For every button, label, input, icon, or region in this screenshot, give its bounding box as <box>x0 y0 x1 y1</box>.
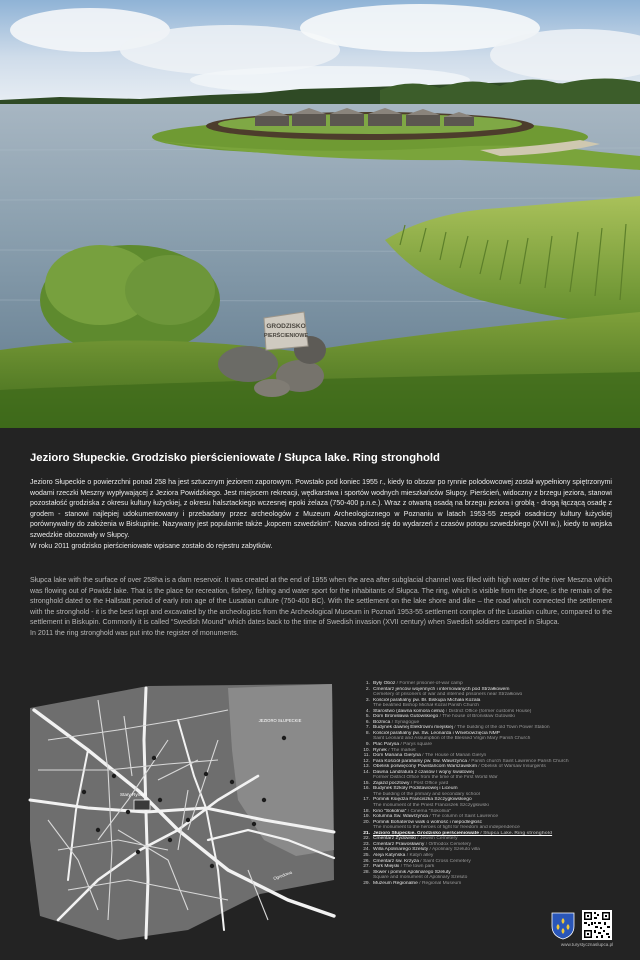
legend-item-english: Synagogue <box>394 719 420 725</box>
legend-item-number: 6. <box>365 719 370 725</box>
legend-item-text <box>373 881 622 887</box>
legend-item-polish: Pomnik Księdza Franciszka Szczygłowskiego <box>373 797 472 803</box>
legend-item-english: The monument to the heroes of fight for freedom and independence <box>373 825 520 831</box>
legend-item-english: The House of Marian Gieryn <box>424 753 487 759</box>
legend-item-separator: / <box>406 808 411 814</box>
town-crest-icon <box>551 912 575 940</box>
legend-item-english: Parish church Saint Lawrence Parish Church <box>471 758 569 764</box>
stone-inscription-line-1: GRODZISKO <box>266 323 306 330</box>
legend-item-english: Orthodox Cemetery <box>428 841 472 847</box>
legend-item-polish: Cmentarz Żydowski <box>373 836 416 842</box>
legend-item-polish: Park Miejski <box>373 864 400 870</box>
legend-item-number: 3. <box>365 697 370 703</box>
legend-item-number: 4. <box>365 708 370 714</box>
legend-item-polish: Budynek Szkoły Podstawowej i Liceum <box>373 786 458 792</box>
legend-item-number: 12. <box>363 758 370 764</box>
legend-item-polish: Muzeum Regionalne <box>373 880 418 886</box>
legend-item-separator: / <box>399 742 404 748</box>
legend-item-polish: Kościół parafialny pw. Św. Leonarda i Wniebowzięcia NMP <box>373 730 500 736</box>
legend-item-polish: Dawna Landratura z czasów I wojny światowej <box>373 769 474 775</box>
legend-item-number: 2. <box>365 686 370 692</box>
legend-item-separator: / <box>467 758 472 764</box>
legend-item-polish: Aleja Katyńska <box>373 852 406 858</box>
legend-item-english: Katyń alley <box>409 852 434 858</box>
legend-item-separator: / <box>399 864 404 870</box>
legend-item-polish: Starostwo (dawna komora celna) <box>373 708 445 714</box>
town-map-drawing <box>28 680 338 942</box>
heading-separator: / <box>274 452 285 464</box>
legend-item-number: 17. <box>363 797 370 803</box>
legend-item-polish: Cmentarz św. Krzyża <box>373 858 419 864</box>
heading-english: Słupca lake. Ring stronghold <box>284 452 440 464</box>
legend-item-english: Regional Museum <box>421 880 462 886</box>
website-url: www.turystycznaslupca.pl <box>560 942 614 947</box>
legend-item-separator: / <box>415 836 421 842</box>
legend-item-english: Saint Cross Cemetery <box>423 858 471 864</box>
legend-item-polish: Obelisk poświęcony Powstańcom Warszawskim <box>373 764 477 770</box>
legend-item-polish: Jezioro Słupeckie. Grodzisko pierścieniowate <box>373 830 479 836</box>
legend-item-polish: Fara Kościół parafialny pw. Św. Wawrzyńca <box>373 758 468 764</box>
legend-item <box>360 881 622 887</box>
legend-item-english: Obelisk of Warsaw Insurgents <box>481 764 546 770</box>
legend-item-number: 7. <box>365 725 370 731</box>
legend-item-polish: Willa Apolinarego Szeluty <box>373 847 429 853</box>
legend-item-separator: / <box>418 858 424 864</box>
legend-item-english: The building of the old Town Power Station <box>456 725 550 731</box>
legend-item-english: The market <box>390 747 416 753</box>
qr-code-graphic <box>582 910 612 940</box>
map-legend <box>360 681 622 886</box>
legend-item-number: 20. <box>363 819 370 825</box>
legend-item-separator: / <box>438 714 443 720</box>
legend-item-separator: / <box>386 747 391 753</box>
legend-item-polish: Plac Parysa <box>373 742 400 748</box>
legend-item-polish: Skwer i pomnik Apolinarego Szeluty <box>373 869 451 875</box>
legend-item-number: 10. <box>363 747 370 753</box>
legend-item-number: 28. <box>363 869 370 875</box>
legend-item-polish: Były Obóz <box>373 681 396 686</box>
legend-item-separator: / <box>420 753 425 759</box>
legend-item-english: The column of Saint Lawrence <box>432 814 499 820</box>
legend-item-english: Former District Office from the time of the First World War <box>373 775 498 781</box>
map-lake-label: JEZIORO SŁUPECKIE <box>258 718 302 723</box>
description-polish <box>30 478 612 552</box>
legend-item-english: The building of the primary and secondary school <box>373 791 480 797</box>
legend-item-number: 27. <box>363 864 370 870</box>
legend-item-number: 22. <box>363 836 370 842</box>
legend-item-polish: Kolumna Św. Wawrzyńca <box>373 814 428 820</box>
legend-item-english: District Office (former customs House) <box>448 708 532 714</box>
legend-item-number: 11. <box>363 753 370 759</box>
legend-item-number: 21. <box>363 830 370 836</box>
legend-item-polish: Dom Mariana Gieryna <box>373 753 421 759</box>
town-map <box>28 680 338 942</box>
lake-photo-illustration <box>0 0 640 428</box>
legend-item-number: 9. <box>365 742 370 748</box>
legend-item-number: 18. <box>363 808 370 814</box>
legend-item-english: The monument of the Priest Franciszek Szczygłowski <box>373 803 489 809</box>
legend-item-number: 24. <box>363 847 370 853</box>
legend-item-english: Cinema "Sokolnia" <box>410 808 451 814</box>
legend-item-number: 13. <box>363 764 370 770</box>
legend-item-number: 14. <box>363 769 370 775</box>
legend-item-english: Saint Leonard and Assumption of the Blessed Virgin Mary Parish Church <box>373 736 531 742</box>
legend-item-polish: Dom Bronisława Gutowskiego <box>373 714 439 720</box>
legend-item-polish: Pomnik Bohaterów walk o wolność i niepodległość <box>373 819 483 825</box>
legend-item-english: Former prisoner-of-war camp <box>399 681 463 686</box>
legend-item-number: 5. <box>365 714 370 720</box>
legend-item-separator: / <box>405 852 410 858</box>
description-english-paragraph-2: In 2011 the ring stronghold was put into the register of monuments. <box>30 629 239 637</box>
legend-item-polish: Budynek dawnej Elektrowni miejskiej <box>373 725 453 731</box>
legend-item-separator: / <box>428 814 432 820</box>
legend-item-polish: Cmentarz jeńców wojennych i internowanych pod Strzałkowem <box>373 686 510 692</box>
legend-item-number: 16. <box>363 786 370 792</box>
legend-item-separator: / <box>417 880 422 886</box>
legend-item-number: 8. <box>365 730 370 736</box>
map-square-label: Stary Rynek <box>120 792 146 797</box>
legend-item-polish: Kino "Sokolnia" <box>373 808 407 814</box>
description-polish-paragraph-2: W roku 2011 grodzisko pierścieniowate wpisane zostało do rejestru zabytków. <box>30 542 273 550</box>
legend-item-separator: / <box>409 780 414 786</box>
legend-item-polish: Cmentarz Prawosławny <box>373 841 425 847</box>
stone-inscription-line-2: PIERŚCIENIOWE <box>263 333 309 339</box>
legend-item-number: 19. <box>363 814 370 820</box>
legend-item-polish: Kościół parafialny pw. Bł. Biskupa Michała Kozala <box>373 697 481 703</box>
legend-item-polish: Rynek <box>373 747 387 753</box>
qr-code-icon <box>582 910 612 940</box>
legend-item-polish: Bóżnica <box>373 719 391 725</box>
description-english <box>30 576 612 640</box>
legend-item-english: Square and monument of Apolinary Szeluto <box>373 875 468 881</box>
legend-item-english: Parys square <box>403 742 432 748</box>
legend-item-separator: / <box>395 681 400 686</box>
legend-item-number: 25. <box>363 852 370 858</box>
legend-item-number: 1. <box>365 681 370 686</box>
lake-photo <box>0 0 640 428</box>
legend-item-english: Jewish Cemetery <box>420 836 458 842</box>
heading-polish: Jezioro Słupeckie. Grodzisko pierścieniowate <box>30 452 275 464</box>
legend-item-separator: / <box>452 725 457 731</box>
legend-item-english: Apolinary Szeluto villa <box>432 847 480 853</box>
legend-item-english: Słupca Lake. Ring stronghold <box>483 830 553 836</box>
description-english-paragraph-1: Słupca lake with the surface of over 258ha is a dam reservoir. It was created at the end of 1955 when the area after subglacial channel was filled with high water of the river Meszna which was flowing out of Powidz lake. That is the place for recreation, fishery, fishing and water sport for the inhabitants of Słupca. The ring, which is visible from the shore, is the remain of the stronghold dated to the Hallstatt period of early iron age of the Lusatian culture (750-400 BC). With the settlement on the lake shore and dike – the road which connected the settlement with the stronghold - it is the best kept and excavated by the archeologists from the Archeological Museum in Poznań 1953-55 settlement complex of the Lusatian culture, compared to the settlement in Biskupin. Commonly it is called “Swedish Mound” which dates back to the time of Swedish invasion (XVII century) when Swedish soldiers camped in Słupca. <box>30 577 612 627</box>
legend-item-english: The house of Bronisław Gutowski <box>442 714 515 720</box>
legend-item-separator: / <box>476 764 481 770</box>
legend-item-number: 23. <box>363 841 370 847</box>
legend-item-english: The beatified Bishop Michał Kozal Parish Church <box>373 703 480 709</box>
legend-item-separator: / <box>444 708 449 714</box>
panel-heading <box>30 452 620 464</box>
description-polish-paragraph-1: Jezioro Słupeckie o powierzchni ponad 258 ha jest sztucznym jeziorem zaporowym. Powstało pod koniec 1955 r., kiedy to obszar po rynnie polodowcowej został wypełniony spiętrzonymi wodami rzeczki Meszny wypływającej z Jeziora Powidzkiego. Jest miejscem rekreacji, wędkarstwa i sportów wodnych mieszkańców Słupcy. Pierścień, widoczny z brzegu jeziora, stanowi pozostałość grodziska z okresu kultury łużyckiej, z okresu halsztackiego wczesnej epoki żelaza (750-400 p.n.e.). Wraz z otwartą osadą na brzegu jeziora i groblą - drogą łączącą osadę z grodem - stanowi najlepiej udokumentowany i przebadany przez archeologów z Muzeum Archeologicznego w Poznaniu w latach 1953-55 zespół osadniczy kultury łużyckiej porównywalny do założenia w Biskupinie. Nazywany jest popularnie także „kopcem szwedzkim”. Nazwa odnosi się do wydarzeń z czasów potopu szwedzkiego (XVII w.), kiedy to wojska szwedzkie obozowały w Słupcy. <box>30 479 612 539</box>
legend-item-english: Cemetery of prisoners of war and interned prisoners near Strzałkowo <box>373 692 523 698</box>
map-street-label: Ogrodowa <box>272 869 293 881</box>
legend-item-number: 15. <box>363 780 370 786</box>
legend-item-number: 29. <box>363 880 370 886</box>
legend-item-english: The town park <box>403 864 435 870</box>
legend-item-english: Post Office yard <box>413 780 449 786</box>
legend-item-separator: / <box>390 719 395 725</box>
legend-item-separator: / <box>479 830 484 836</box>
legend-item-polish: Zajazd pocztowy <box>373 780 410 786</box>
info-panel <box>0 428 640 960</box>
legend-item-separator: / <box>428 847 432 853</box>
legend-item-separator: / <box>424 841 429 847</box>
legend-item-number: 26. <box>363 858 370 864</box>
